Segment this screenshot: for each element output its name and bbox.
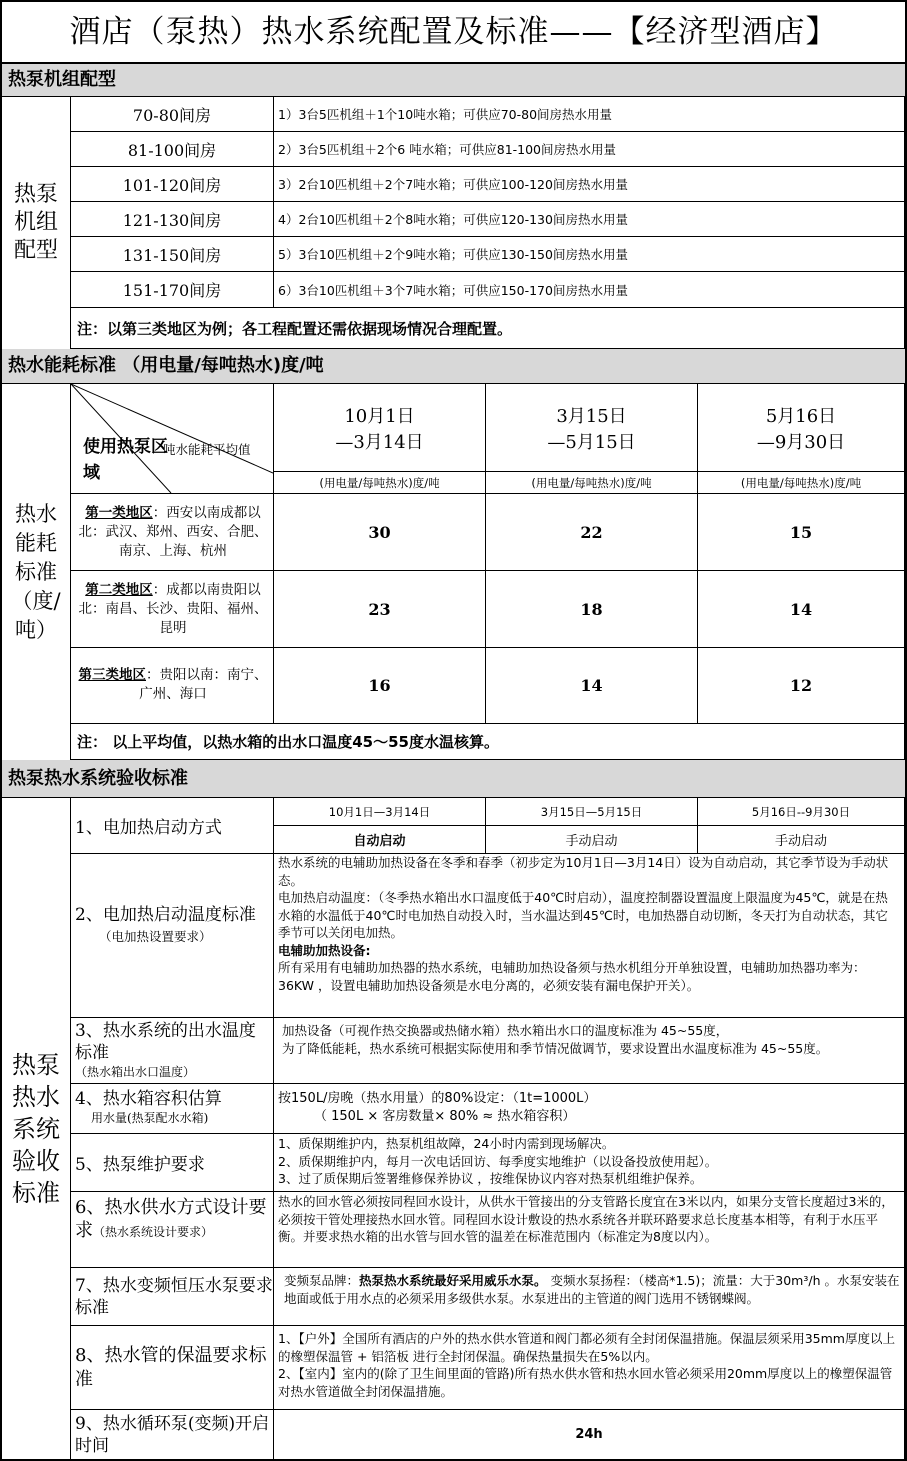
unit-label: (用电量/每吨热水)度/吨 xyxy=(486,472,698,494)
item-sublabel: （热水箱出水口温度） xyxy=(75,1065,196,1079)
content-paragraph: 所有采用有电辅助加热器的热水系统，电辅助加热设备须与热水机组分开单独设置，电辅助加热器功率为：36KW ，设置电辅助加热设备须是水电分离的，必须安装有漏电保护开关）。 xyxy=(278,960,866,993)
content-paragraph: 1、质保期维护内，热泵机组故障，24小时内需到现场解决。 xyxy=(278,1136,615,1151)
region-name: 第一类地区 xyxy=(85,505,153,521)
content-paragraph: （ 150L × 客房数量× 80% ≈ 热水箱容积） xyxy=(314,1109,576,1124)
start-mode-cell: 自动启动 xyxy=(274,826,486,854)
region-cell xyxy=(71,571,274,648)
content-emphasis: 热泵热水系统最好采用威乐水泵。 xyxy=(359,1273,547,1288)
item-content xyxy=(274,1018,905,1084)
item-content: 热水的回水管必须按同程回水设计，从供水干管接出的分支管路长度宜在3米以内，如果分支管长度超过3米的，必须按干管处理接热水回水管。同程回水设计敷设的热水系统各并联环路要求总长度基本相等，有利于水压平衡。并要求热水箱的出水管与回水管的温差在标准范围内（标准定为8度以内）。 xyxy=(274,1192,905,1268)
side-label-text: 热泵热水系统验收标准 xyxy=(12,1050,60,1207)
config-cell: 1）3台5匹机组＋1个10吨水箱；可供应70-80间房热水用量 xyxy=(274,97,905,132)
rooms-cell: 131-150间房 xyxy=(71,237,274,272)
rooms-cell: 70-80间房 xyxy=(71,97,274,132)
item-label: 5、热泵维护要求 xyxy=(71,1134,274,1192)
period-cell: 3月15日—5月15日 xyxy=(486,798,698,826)
corner-label-top: 吨水能耗平均值 xyxy=(163,442,251,457)
content-paragraph: 电加热启动温度：（冬季热水箱出水口温度低于40℃时启动），温度控制器设置温度上限温度为45℃，就是在热水箱的水温低于40℃时电加热自动投入时，当水温达到45℃时，电加热器自动切断，冬天打为自动状态，其它季节可以关闭电加热。 xyxy=(278,890,888,940)
item-label: 4、热水箱容积估算 xyxy=(75,1089,222,1109)
item-content xyxy=(274,1134,905,1192)
region-desc: ：贵阳以南：南宁、广州、海口 xyxy=(139,667,268,702)
rooms-cell: 151-170间房 xyxy=(71,272,274,308)
period-end: —9月30日 xyxy=(756,432,846,453)
content-text: 变频水泵扬程：（楼高*1.5)；流量：大于30m³/h 。水泵安装在地面或低于用水点的必须采用多级供水泵。水泵进出的主管道的阀门选用不锈钢蝶阀。 xyxy=(284,1273,900,1306)
item-sublabel: （电加热设置要求） xyxy=(99,929,212,944)
rooms-cell: 121-130间房 xyxy=(71,202,274,237)
period-start: 10月1日 xyxy=(344,406,415,427)
region-cell xyxy=(71,494,274,571)
period-header xyxy=(486,384,698,472)
period-cell: 5月16日--9月30日 xyxy=(698,798,905,826)
corner-header-cell xyxy=(71,384,274,494)
item-label-cell xyxy=(71,1018,274,1084)
side-label-acceptance xyxy=(2,798,71,1459)
item-label: 8、热水管的保温要求标准 xyxy=(71,1326,274,1410)
item-label-cell xyxy=(71,1192,274,1268)
energy-value: 30 xyxy=(274,494,486,571)
content-paragraph: 1、【户外】全国所有酒店的户外的热水供水管道和阀门都必须有全封闭保温措施。保温层须采用35mm厚度以上的橡塑保温管 + 铝箔板 进行全封闭保温。确保热量损失在5%以内。 xyxy=(278,1331,895,1364)
region-desc: ：成都以南贵阳以北：南昌、长沙、贵阳、福州、昆明 xyxy=(78,582,268,636)
energy-value: 23 xyxy=(274,571,486,648)
unit-label: (用电量/每吨热水)度/吨 xyxy=(274,472,486,494)
energy-value: 15 xyxy=(698,494,905,571)
energy-value: 16 xyxy=(274,648,486,724)
energy-value: 12 xyxy=(698,648,905,724)
item-content xyxy=(274,1268,905,1326)
content-heading: 电辅助加热设备: xyxy=(278,942,371,958)
rooms-cell: 101-120间房 xyxy=(71,167,274,202)
region-name: 第二类地区 xyxy=(85,582,153,598)
config-cell: 6）3台10匹机组＋3个7吨水箱；可供应150-170间房热水用量 xyxy=(274,272,905,308)
item-content xyxy=(274,1084,905,1134)
item-label: 9、热水循环泵(变频)开启时间 xyxy=(71,1410,274,1459)
config-cell: 3）2台10匹机组＋2个7吨水箱；可供应100-120间房热水用量 xyxy=(274,167,905,202)
energy-value: 22 xyxy=(486,494,698,571)
item-label: 7、热水变频恒压水泵要求标准 xyxy=(71,1268,274,1326)
region-name: 第三类地区 xyxy=(78,667,146,683)
section-header-unit-config: 热泵机组配型 xyxy=(2,64,905,97)
period-end: —5月15日 xyxy=(547,432,636,453)
item-label: 6、热水供水方式设计要求 xyxy=(75,1197,267,1241)
config-cell: 4）2台10匹机组＋2个8吨水箱；可供应120-130间房热水用量 xyxy=(274,202,905,237)
energy-value: 14 xyxy=(486,648,698,724)
period-end: —3月14日 xyxy=(335,432,424,453)
content-paragraph: 加热设备（可视作热交换器或热储水箱）热水箱出水口的温度标准为 45~55度， xyxy=(282,1023,729,1038)
section-header-acceptance: 热泵热水系统验收标准 xyxy=(2,760,905,798)
side-label-text: 热水能耗标准（度/吨） xyxy=(11,501,61,642)
content-paragraph: 按150L/房晚（热水用量）的80%设定：（1t=1000L） xyxy=(278,1091,597,1106)
item-sublabel: （热水系统设计要求） xyxy=(93,1225,214,1239)
item-sublabel: 用水量(热泵配水水箱) xyxy=(91,1111,209,1125)
start-mode-cell: 手动启动 xyxy=(486,826,698,854)
unit-label: (用电量/每吨热水)度/吨 xyxy=(698,472,905,494)
region-desc: ：西安以南成都以北：武汉、郑州、西安、合肥、南京、上海、杭州 xyxy=(78,505,268,559)
energy-value: 18 xyxy=(486,571,698,648)
content-paragraph: 2、【室内】室内的(除了卫生间里面的管路)所有热水供水管和热水回水管必须采用20mm厚度以上的橡塑保温管对热水管道做全封闭保温措施。 xyxy=(278,1366,893,1399)
item-label: 2、电加热启动温度标准 xyxy=(75,905,256,925)
content-paragraph: 热水系统的电辅助加热设备在冬季和春季（初步定为10月1日—3月14日）设为自动启动，其它季节设为手动状态。 xyxy=(278,855,889,888)
period-start: 3月15日 xyxy=(556,406,627,427)
item-label-cell xyxy=(71,1084,274,1134)
corner-label-bottom: 使用热泵区域 xyxy=(83,437,168,483)
content-paragraph: 3、过了质保期后签署维修保养协议 ，按维保协议内容对热泵机组维护保养。 xyxy=(278,1171,703,1186)
content-text: 变频泵品牌： xyxy=(284,1273,360,1288)
item-content xyxy=(274,1326,905,1410)
energy-note: 注： 以上平均值，以热水箱的出水口温度45～55度水温核算。 xyxy=(71,724,905,760)
section-header-energy: 热水能耗标准 （用电量/每吨热水)度/吨 xyxy=(2,349,905,384)
energy-value: 14 xyxy=(698,571,905,648)
side-label-energy xyxy=(2,384,71,760)
side-label-text: 热泵机组配型 xyxy=(13,182,58,263)
rooms-cell: 81-100间房 xyxy=(71,132,274,167)
item-label-cell xyxy=(71,854,274,1018)
item-value: 24h xyxy=(274,1410,905,1459)
config-cell: 2）3台5匹机组＋2个6 吨水箱；可供应81-100间房热水用量 xyxy=(274,132,905,167)
side-label-unit-config xyxy=(2,97,71,349)
config-cell: 5）3台10匹机组＋2个9吨水箱；可供应130-150间房热水用量 xyxy=(274,237,905,272)
page-title: 酒店（泵热）热水系统配置及标准——【经济型酒店】 xyxy=(2,2,905,64)
start-mode-cell: 手动启动 xyxy=(698,826,905,854)
content-paragraph: 为了降低能耗，热水系统可根据实际使用和季节情况做调节，要求设置出水温度标准为 45~55度。 xyxy=(282,1040,829,1056)
region-cell xyxy=(71,648,274,724)
item-label: 3、热水系统的出水温度标准 xyxy=(75,1021,256,1063)
period-start: 5月16日 xyxy=(765,406,837,427)
period-header xyxy=(698,384,905,472)
item-content xyxy=(274,854,905,1018)
item-label: 1、电加热启动方式 xyxy=(71,798,274,854)
period-cell: 10月1日—3月14日 xyxy=(274,798,486,826)
content-paragraph: 2、质保期维护内，每月一次电话回访、每季度实地维护（以设备投放使用起）。 xyxy=(278,1153,718,1169)
period-header xyxy=(274,384,486,472)
config-note: 注：以第三类地区为例；各工程配置还需依据现场情况合理配置。 xyxy=(71,308,905,349)
